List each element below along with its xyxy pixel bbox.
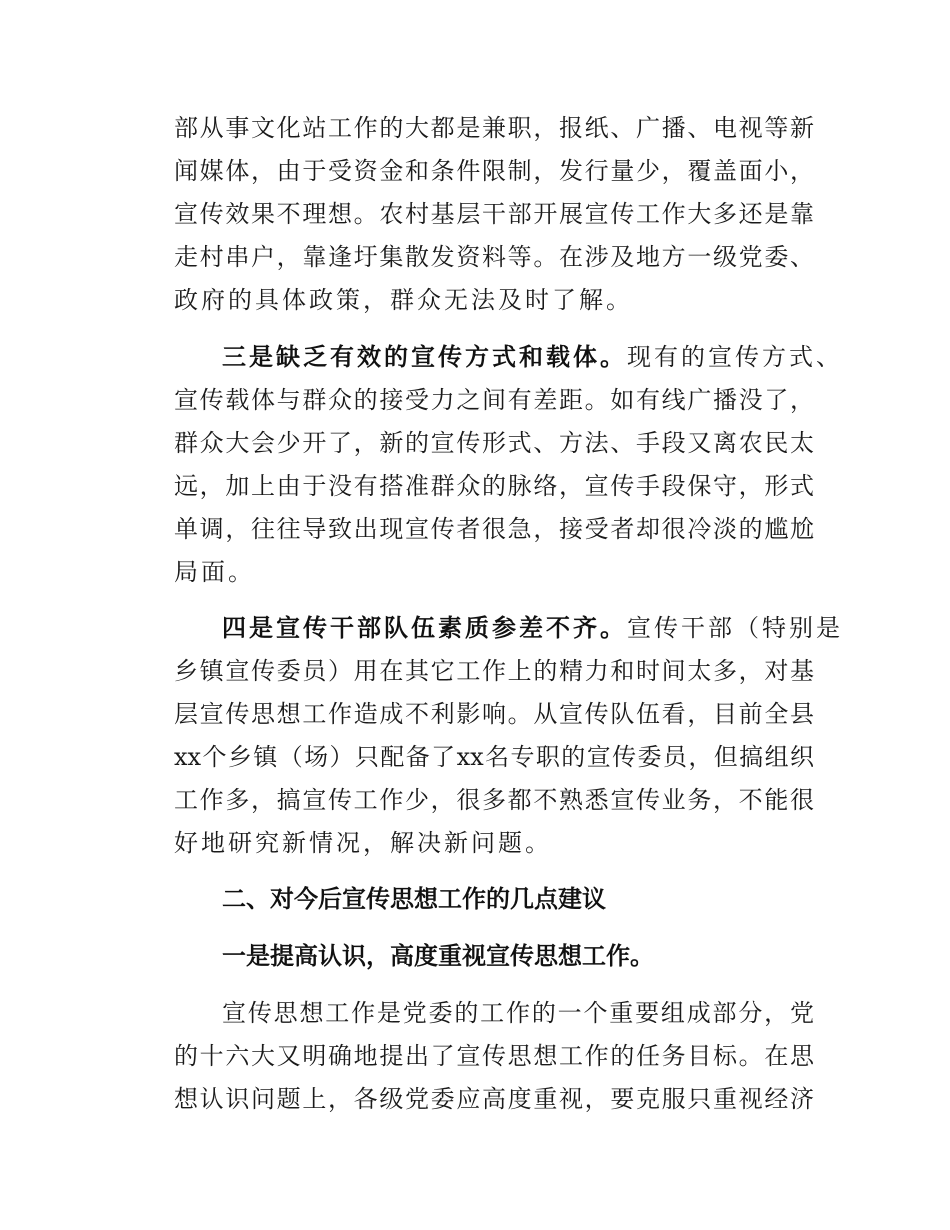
paragraph-line: xx个乡镇（场）只配备了xx名专职的宣传委员，但搞组织 (174, 743, 814, 771)
paragraph-line: 的十六大又明确地提出了宣传思想工作的任务目标。在思 (174, 1042, 814, 1070)
paragraph-line: 宣传效果不理想。农村基层干部开展宣传工作大多还是靠 (174, 200, 814, 228)
paragraph-line: 乡镇宣传委员）用在其它工作上的精力和时间太多，对基 (174, 657, 814, 685)
paragraph-line: 走村串户，靠逢圩集散发资料等。在涉及地方一级党委、 (174, 243, 814, 271)
subsection-heading: 一是提高认识，高度重视宣传思想工作。 (222, 942, 654, 970)
paragraph-lead: 三是缺乏有效的宣传方式和载体。 (222, 343, 627, 371)
paragraph-text: 现有的宣传方式、 (627, 343, 843, 371)
paragraph-line: 单调，往往导致出现宣传者很急，接受者却很冷淡的尴尬 (174, 515, 814, 543)
paragraph-line: 闻媒体，由于受资金和条件限制，发行量少，覆盖面小， (174, 157, 814, 185)
paragraph-line: 局面。 (174, 558, 255, 586)
paragraph-line: 政府的具体政策，群众无法及时了解。 (174, 286, 633, 314)
paragraph-line: 工作多，搞宣传工作少，很多都不熟悉宣传业务，不能很 (174, 786, 814, 814)
paragraph-line: 远，加上由于没有搭准群众的脉络，宣传手段保守，形式 (174, 472, 814, 500)
paragraph-line: 群众大会少开了，新的宣传形式、方法、手段又离农民太 (174, 429, 814, 457)
paragraph-first-line (222, 608, 843, 648)
paragraph-first-line: 宣传思想工作是党委的工作的一个重要组成部分，党 (222, 999, 814, 1027)
paragraph-line: 宣传载体与群众的接受力之间有差距。如有线广播没了， (174, 386, 814, 414)
paragraph-lead: 四是宣传干部队伍素质参差不齐。 (222, 614, 627, 642)
paragraph-line: 层宣传思想工作造成不利影响。从宣传队伍看，目前全县 (174, 700, 814, 728)
paragraph-line: 想认识问题上，各级党委应高度重视，要克服只重视经济 (174, 1085, 814, 1113)
paragraph-first-line (222, 337, 843, 377)
paragraph-line: 好地研究新情况，解决新问题。 (174, 829, 552, 857)
paragraph-line: 部从事文化站工作的大都是兼职，报纸、广播、电视等新 (174, 114, 814, 142)
section-heading: 二、对今后宣传思想工作的几点建议 (222, 885, 606, 913)
paragraph-text: 宣传干部（特别是 (627, 614, 843, 642)
